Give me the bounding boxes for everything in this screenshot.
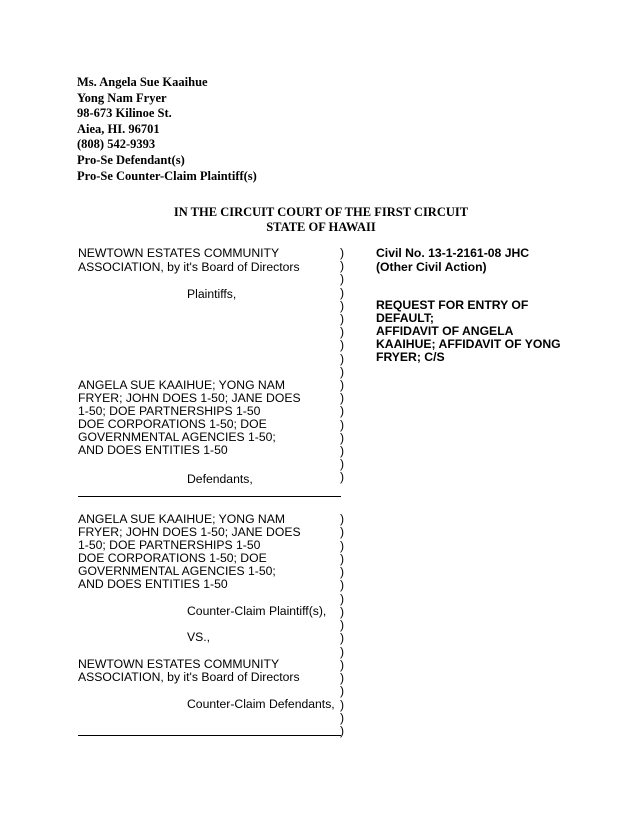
caption-paren: ) [340,391,345,406]
header-role-counterclaim: Pro-Se Counter-Claim Plaintiff(s) [77,168,257,183]
caption-divider-1 [78,496,341,497]
caption-paren: ) [340,259,345,274]
court-title [0,205,638,234]
doc-title-line-3: AFFIDAVIT OF ANGELA [376,324,514,338]
counter-defendant-name-line-1: NEWTOWN ESTATES COMMUNITY [78,657,280,671]
doc-title-line-2: DEFAULT; [376,311,434,325]
caption-paren: ) [340,657,345,672]
caption-paren: ) [340,551,345,566]
counter-plaintiff-name-line-6: AND DOES ENTITIES 1-50 [78,577,228,591]
caption-paren: ) [340,697,345,712]
civil-number: Civil No. 13-1-2161-08 JHC [376,246,530,260]
counter-plaintiff-name-line-3: 1-50; DOE PARTNERSHIPS 1-50 [78,538,261,552]
header-co-party: Yong Nam Fryer [77,90,167,105]
court-state: STATE OF HAWAII [266,219,376,234]
caption-paren: ) [340,644,345,659]
caption-paren: ) [340,457,345,472]
doc-title-line-4: KAAIHUE; AFFIDAVIT OF YONG [376,337,561,351]
caption-paren: ) [340,470,345,485]
caption-paren: ) [340,525,345,540]
counter-plaintiff-name-line-1: ANGELA SUE KAAIHUE; YONG NAM [78,512,286,526]
vs-label: VS., [187,630,211,644]
plaintiffs-label: Plaintiffs, [187,287,237,301]
counter-plaintiff-name-line-4: DOE CORPORATIONS 1-50; DOE [78,551,267,565]
counter-plaintiff-name-line-2: FRYER; JOHN DOES 1-50; JANE DOES [78,525,301,539]
defendant-name-line-5: GOVERNMENTAL AGENCIES 1-50; [78,430,276,444]
doc-title-line-1: REQUEST FOR ENTRY OF [376,298,529,312]
caption-paren: ) [340,631,345,646]
caption-paren: ) [340,604,345,619]
caption-paren: ) [340,671,345,685]
action-type: (Other Civil Action) [376,260,487,274]
caption-paren: ) [340,430,345,445]
caption-paren: ) [340,578,345,593]
caption-paren: ) [340,325,345,340]
caption-paren: ) [340,710,345,725]
header-name: Ms. Angela Sue Kaaihue [77,75,208,89]
counter-plaintiff-name-line-5: GOVERNMENTAL AGENCIES 1-50; [78,564,276,578]
defendants-label: Defendants, [187,472,253,486]
counter-defendant-name-line-2: ASSOCIATION, by it's Board of Directors [78,670,300,684]
header-city: Aiea, HI. 96701 [77,121,160,136]
caption-paren: ) [340,538,345,553]
caption-paren: ) [340,724,345,738]
caption-paren: ) [340,417,345,432]
header-street: 98-673 Kilinoe St. [77,106,172,121]
header-phone: (808) 542-9393 [77,137,156,152]
caption-paren: ) [340,351,345,366]
attorney-header [77,75,257,184]
counter-plaintiffs-label: Counter-Claim Plaintiff(s), [187,604,327,618]
defendant-name-line-1: ANGELA SUE KAAIHUE; YONG NAM [78,378,286,392]
caption-paren-column [340,0,350,826]
caption-paren: ) [340,684,345,699]
caption-paren: ) [340,591,345,606]
caption-paren: ) [340,565,345,579]
caption-paren: ) [340,285,345,300]
court-name: IN THE CIRCUIT COURT OF THE FIRST CIRCUIT [173,205,469,219]
defendant-name-line-4: DOE CORPORATIONS 1-50; DOE [78,417,267,431]
caption-paren: ) [340,298,345,313]
caption-paren: ) [340,404,345,419]
caption-paren: ) [340,444,345,458]
doc-title-line-5: FRYER; C/S [376,350,445,364]
caption-paren: ) [340,338,345,353]
caption-paren: ) [340,512,345,526]
caption-paren: ) [340,618,345,632]
plaintiff-name-line-1: NEWTOWN ESTATES COMMUNITY [78,246,280,260]
caption-paren: ) [340,378,345,392]
plaintiff-name-line-2: ASSOCIATION, by it's Board of Directors [78,260,300,274]
defendant-name-line-3: 1-50; DOE PARTNERSHIPS 1-50 [78,404,261,418]
caption-paren: ) [340,312,345,326]
defendant-name-line-2: FRYER; JOHN DOES 1-50; JANE DOES [78,391,301,405]
caption-paren: ) [340,272,345,287]
caption-divider-2 [78,735,341,736]
counter-defendants-label: Counter-Claim Defendants, [187,697,335,711]
caption-paren: ) [340,246,345,260]
defendant-name-line-6: AND DOES ENTITIES 1-50 [78,443,228,457]
header-role-defendant: Pro-Se Defendant(s) [77,152,185,167]
caption-paren: ) [340,364,345,379]
